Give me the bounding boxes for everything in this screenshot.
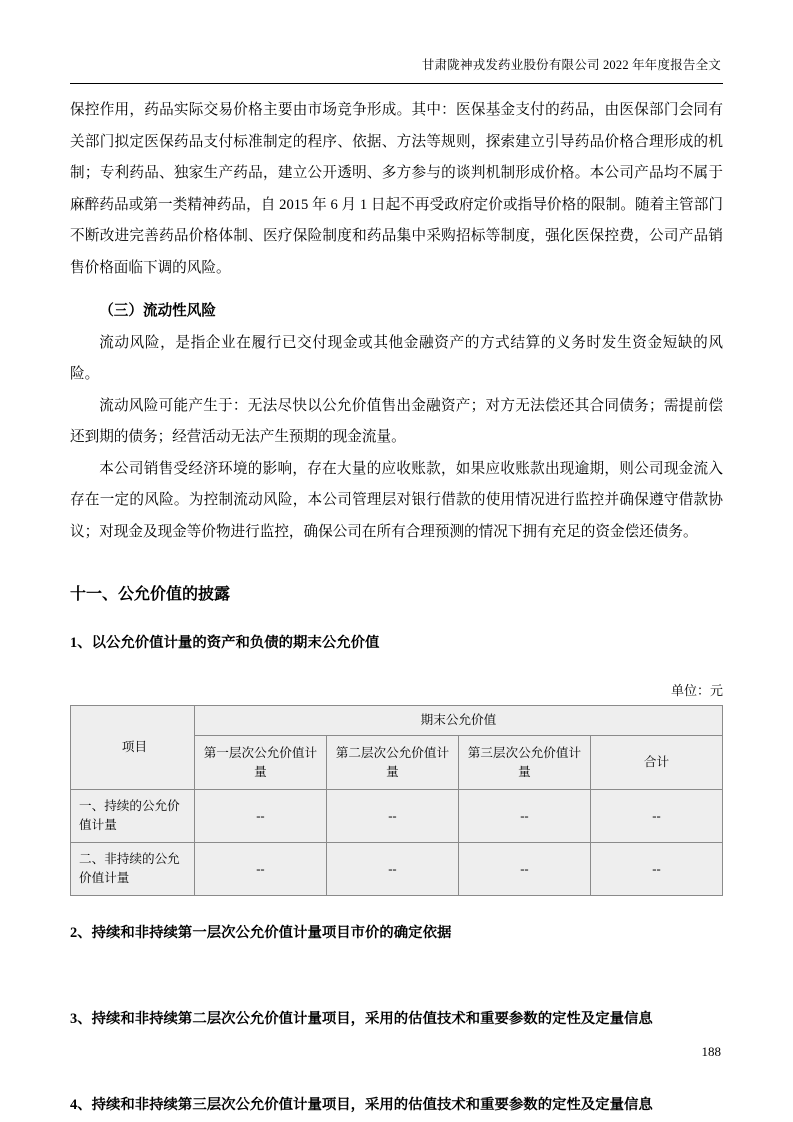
fair-value-table xyxy=(70,705,723,896)
header-divider xyxy=(70,83,723,84)
table-cell-value: -- xyxy=(194,790,326,843)
subsection-heading-item-1: 1、以公允价值计量的资产和负债的期末公允价值 xyxy=(70,635,380,651)
page-number: 188 xyxy=(701,1044,721,1059)
table-cell-item: 二、非持续的公允价值计量 xyxy=(71,843,195,896)
table-row xyxy=(71,790,723,843)
paragraph-price-control: 保控作用，药品实际交易价格主要由市场竞争形成。其中：医保基金支付的药品，由医保部门会同有关部门拟定医保药品支付标准制定的程序、依据、方法等规则，探索建立引导药品价格合理形成的机制；专利药品、独家生产药品，建立公开透明、多方参与的谈判机制形成价格。本公司产品均不属于麻醉药品或第一类精神药品，自 2015 年 6 月 1 日起不再受政府定价或指导价格的限制。随着主管部门不断改进完善药品价格体制、医疗保险制度和药品集中采购招标等制度，强化医保控费，公司产品销售价格面临下调的风险。 xyxy=(70,102,723,276)
paragraph-liquidity-sources: 流动风险可能产生于：无法尽快以公允价值售出金融资产；对方无法偿还其合同债务；需提前偿还到期的债务；经营活动无法产生预期的现金流量。 xyxy=(70,397,723,445)
table-cell-value: -- xyxy=(590,843,722,896)
table-row xyxy=(71,843,723,896)
paragraph-liquidity-definition: 流动风险，是指企业在履行已交付现金或其他金融资产的方式结算的义务时发生资金短缺的风险。 xyxy=(70,334,723,382)
subsection-heading-item-3: 3、持续和非持续第二层次公允价值计量项目，采用的估值技术和重要参数的定性及定量信息 xyxy=(70,1011,653,1027)
table-cell-value: -- xyxy=(326,790,458,843)
table-unit-label: 单位：元 xyxy=(670,683,723,698)
table-cell-value: -- xyxy=(590,790,722,843)
page-header: 甘肃陇神戎发药业股份有限公司 2022 年年度报告全文 xyxy=(421,58,721,72)
page-content xyxy=(70,95,723,1120)
table-header-row-group xyxy=(71,706,723,736)
table-cell-item: 一、持续的公允价值计量 xyxy=(71,790,195,843)
table-header-level-1: 第一层次公允价值计量 xyxy=(194,736,326,790)
table-cell-value: -- xyxy=(326,843,458,896)
table-cell-value: -- xyxy=(458,790,590,843)
table-header-level-3: 第三层次公允价值计量 xyxy=(458,736,590,790)
table-header-level-2: 第二层次公允价值计量 xyxy=(326,736,458,790)
blank-area-item-2 xyxy=(70,948,723,1004)
table-header-total: 合计 xyxy=(590,736,722,790)
blank-area-item-3 xyxy=(70,1034,723,1090)
section-heading-fair-value: 十一、公允价值的披露 xyxy=(70,586,231,603)
table-header-item: 项目 xyxy=(71,706,195,790)
paragraph-liquidity-control: 本公司销售受经济环境的影响，存在大量的应收账款，如果应收账款出现逾期，则公司现金流入存在一定的风险。为控制流动风险，本公司管理层对银行借款的使用情况进行监控并确保遵守借款协议；对现金及现金等价物进行监控，确保公司在所有合理预测的情况下拥有充足的资金偿还债务。 xyxy=(70,460,723,540)
table-cell-value: -- xyxy=(458,843,590,896)
table-cell-value: -- xyxy=(194,843,326,896)
table-header-group: 期末公允价值 xyxy=(194,706,722,736)
subsection-heading-item-2: 2、持续和非持续第一层次公允价值计量项目市价的确定依据 xyxy=(70,925,452,941)
subsection-heading-item-4: 4、持续和非持续第三层次公允价值计量项目，采用的估值技术和重要参数的定性及定量信息 xyxy=(70,1097,653,1113)
subsection-heading-liquidity-risk: （三）流动性风险 xyxy=(99,303,216,319)
